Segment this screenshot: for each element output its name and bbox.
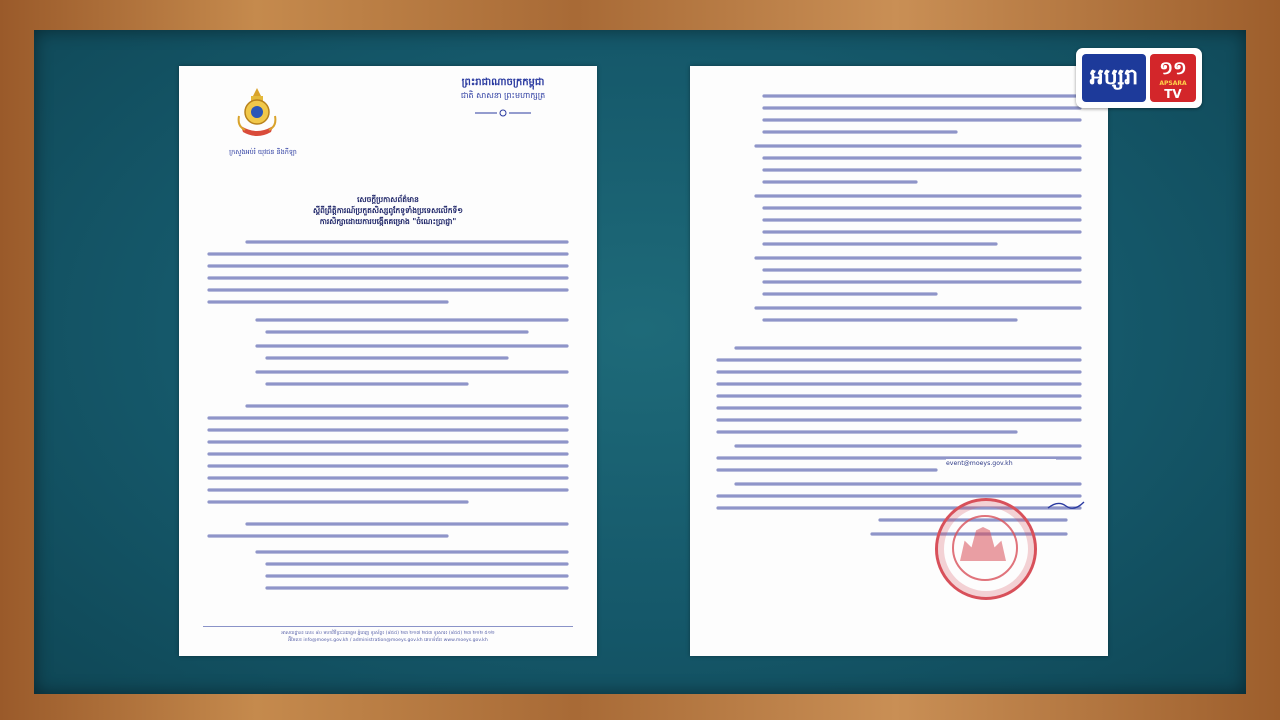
document-title [209, 194, 567, 227]
logo-channel-box [1150, 54, 1196, 102]
title-line-3: ការសិក្សាដោយការបង្កើតគម្រោង "ចំណេះប្រាជ្ញា" [319, 217, 457, 226]
title-line-2: ស្តីពីព្រឹត្តិការណ៍ប្រកួតសិស្សពូកែទូទាំងប្រទេសលើកទី១ [313, 206, 463, 215]
document-body-text [207, 234, 571, 630]
kingdom-heading: ព្រះរាជាណាចក្រកម្ពុជា [461, 77, 545, 88]
document-page-1 [179, 66, 597, 656]
logo-khmer-text: អប្សរា [1082, 54, 1146, 102]
contact-email: event@moeys.gov.kh [946, 459, 1056, 469]
footer-contacts: អ៊ីមែល៖ info@moeys.gov.kh / administration@moeys.gov.kh គេហទំព័រ៖ www.moeys.gov.kh [288, 638, 488, 643]
logo-apsara-label: APSARA [1159, 80, 1187, 87]
apsara-tv-logo [1076, 48, 1202, 108]
title-line-1: សេចក្តីប្រកាសព័ត៌មាន [357, 195, 419, 204]
national-motto: ជាតិ សាសនា ព្រះមហាក្សត្រ [460, 91, 546, 100]
signature-icon [1046, 498, 1086, 512]
logo-channel-number: ១១ [1159, 58, 1187, 79]
ornament-divider-icon [473, 109, 533, 117]
document-footer [203, 626, 573, 644]
logo-tv-label: TV [1164, 87, 1182, 101]
ministry-name: ក្រសួងអប់រំ យុវជន និងកីឡា [229, 148, 297, 156]
ministry-emblem-icon [235, 86, 279, 142]
document-body-text [716, 92, 1086, 512]
document-header [423, 76, 583, 121]
official-seal-stamp [935, 498, 1037, 600]
footer-address: អាសយដ្ឋាន៖ លេខ ៨០ មហាវិថីព្រះនរោត្តម ភ្នំពេញ ទូរស័ព្ទ៖ (៨៥៥) ២៣ ២១៧ ២៥៣ ទូរសារ៖ (៨៥៥) ២៣ ២១២ ៥១២ [281, 631, 495, 636]
document-page-2 [690, 66, 1108, 656]
